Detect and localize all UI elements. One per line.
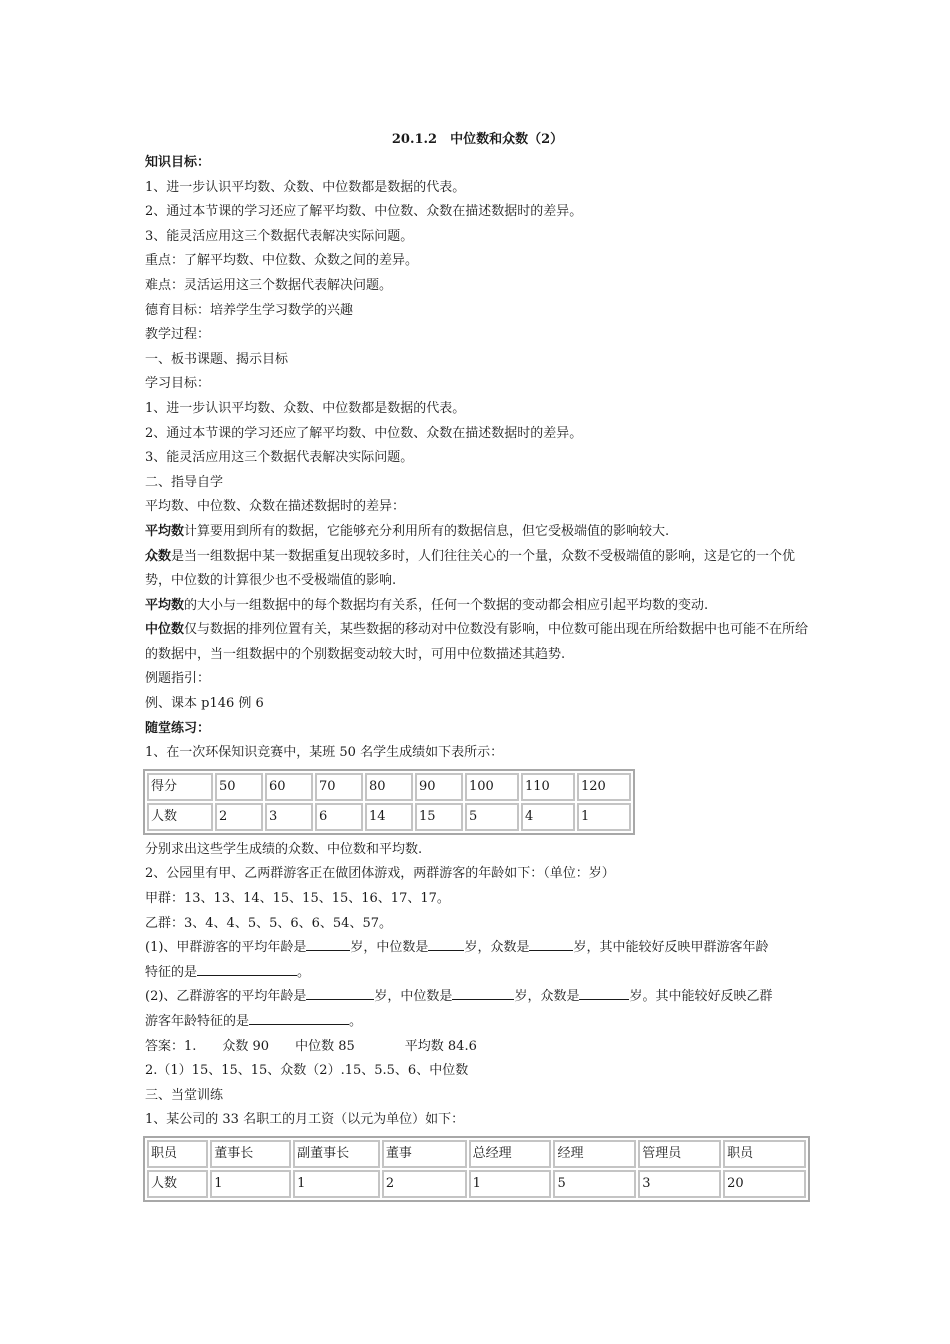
- answer-blank: [529, 936, 573, 951]
- answer-mode: 众数 90: [222, 1038, 270, 1054]
- q2-1-part: 特征的是: [145, 964, 198, 980]
- table-cell: 人数: [147, 803, 213, 831]
- q2-1-part: 岁，其中能较好反映甲群游客年龄: [573, 940, 769, 956]
- table-cell: 110: [521, 773, 575, 801]
- study-goal-2: 2、通过本节课的学习还应了解平均数、中位数、众数在描述数据时的差异。: [145, 425, 583, 441]
- table-cell: 3: [638, 1170, 721, 1198]
- answer-blank: [452, 985, 514, 1000]
- group-a-ages: 甲群：13、13、14、15、15、15、16、17、17。: [145, 891, 450, 907]
- q2-2-part: 游客年龄特征的是: [145, 1014, 250, 1029]
- table-row: [147, 803, 631, 831]
- table-cell: 副董事长: [293, 1140, 380, 1168]
- score-table: [143, 769, 635, 835]
- table-cell: 20: [723, 1170, 806, 1198]
- group-b-ages: 乙群：3、4、4、5、5、6、6、54、57。: [145, 915, 392, 931]
- q2-2-part: 岁。其中能较好反映乙群: [629, 989, 773, 1005]
- table-row: [147, 773, 631, 801]
- para-mean-2-text: 的大小与一组数据中的每个数据均有关系，任何一个数据的变动都会相应引起平均数的变动.: [184, 597, 709, 613]
- goal-3: 3、能灵活应用这三个数据代表解决实际问题。: [145, 228, 414, 244]
- answer-mean: 平均数 84.6: [404, 1038, 477, 1054]
- q2-2-part: 岁，中位数是: [374, 989, 453, 1005]
- table-cell: 4: [521, 803, 575, 831]
- para-mean: [145, 520, 810, 545]
- table-cell: 2: [215, 803, 263, 831]
- term-mean: 平均数: [145, 523, 185, 539]
- q2-2-part: 岁，众数是: [514, 989, 580, 1005]
- answer-blank: [197, 961, 297, 976]
- document-page: [145, 128, 810, 1205]
- table-cell: 职员: [723, 1140, 806, 1168]
- goal-2: 2、通过本节课的学习还应了解平均数、中位数、众数在描述数据时的差异。: [145, 204, 583, 220]
- table-row: [147, 1170, 806, 1198]
- para-median: [145, 618, 810, 667]
- table-cell: 3: [265, 803, 313, 831]
- example-ref: 例、课本 p146 例 6: [145, 696, 264, 712]
- q2-1-part: (1)、甲群游客的平均年龄是: [145, 940, 307, 956]
- diff-intro: 平均数、中位数、众数在描述数据时的差异：: [145, 499, 406, 515]
- answer-blank: [249, 1010, 349, 1025]
- table-cell: 90: [415, 773, 463, 801]
- term-median: 中位数: [145, 622, 185, 638]
- answer-median: 中位数 85: [295, 1038, 355, 1054]
- table-cell: 1: [210, 1170, 291, 1198]
- table-cell: 1: [293, 1170, 380, 1198]
- q2-2-part: (2)、乙群游客的平均年龄是: [145, 989, 307, 1005]
- table-cell: 职员: [147, 1140, 208, 1168]
- table-cell: 董事长: [210, 1140, 291, 1168]
- question-2-1: [145, 936, 810, 961]
- section-3-heading: 三、当堂训练: [145, 1087, 224, 1103]
- answer-blank: [579, 985, 629, 1000]
- salary-table: [143, 1136, 810, 1202]
- table-cell: 120: [577, 773, 631, 801]
- q2-1-part: 岁，众数是: [464, 940, 530, 956]
- answers-2: 2.（1）15、15、15、众数（2）.15、5.5、6、中位数: [145, 1063, 469, 1079]
- question-1-ask: 分别求出这些学生成绩的众数、中位数和平均数.: [145, 841, 423, 857]
- table-cell: 50: [215, 773, 263, 801]
- process-heading: 教学过程：: [145, 327, 211, 343]
- study-goal-1: 1、进一步认识平均数、众数、中位数都是数据的代表。: [145, 400, 466, 416]
- table-cell: 5: [553, 1170, 636, 1198]
- table-cell: 董事: [382, 1140, 467, 1168]
- para-mean-2: [145, 594, 810, 619]
- table-cell: 100: [465, 773, 519, 801]
- para-mode-text: 是当一组数据中某一数据重复出现较多时，人们往往关心的一个量，众数不受极端值的影响，这是它的一个优势，中位数的计算很少也不受极端值的影响.: [145, 548, 796, 589]
- table-cell: 得分: [147, 773, 213, 801]
- key-point: 重点：了解平均数、中位数、众数之间的差异。: [145, 253, 419, 269]
- table-cell: 管理员: [638, 1140, 721, 1168]
- answer-blank: [428, 936, 464, 951]
- page-title: 20.1.2 中位数和众数（2）: [391, 132, 564, 147]
- q2-1-part: 。: [297, 964, 311, 980]
- goal-1: 1、进一步认识平均数、众数、中位数都是数据的代表。: [145, 179, 466, 195]
- table-cell: 6: [315, 803, 363, 831]
- question-3: 1、某公司的 33 名职工的月工资（以元为单位）如下：: [145, 1112, 465, 1128]
- answers-1: [145, 1035, 810, 1060]
- para-mean-text: 计算要用到所有的数据，它能够充分利用所有的数据信息，但它受极端值的影响较大.: [184, 523, 670, 539]
- table-cell: 5: [465, 803, 519, 831]
- q2-2-part: 。: [349, 1014, 363, 1029]
- para-mode: [145, 545, 810, 594]
- table-cell: 14: [365, 803, 413, 831]
- answer-blank: [306, 985, 374, 1000]
- table-cell: 人数: [147, 1170, 208, 1198]
- table-cell: 15: [415, 803, 463, 831]
- answer-blank: [306, 936, 350, 951]
- question-2-2: [145, 985, 810, 1010]
- term-mode: 众数: [145, 548, 172, 564]
- table-cell: 1: [577, 803, 631, 831]
- table-cell: 60: [265, 773, 313, 801]
- table-row: [147, 1140, 806, 1168]
- table-cell: 80: [365, 773, 413, 801]
- question-2-2-cont: [145, 1010, 810, 1035]
- study-goal-3: 3、能灵活应用这三个数据代表解决实际问题。: [145, 450, 414, 466]
- table-cell: 经理: [553, 1140, 636, 1168]
- difficulty: 难点：灵活运用这三个数据代表解决问题。: [145, 277, 393, 293]
- section-1-heading: 一、板书课题、揭示目标: [145, 351, 289, 367]
- para-median-text: 仅与数据的排列位置有关，某些数据的移动对中位数没有影响，中位数可能出现在所给数据中也可能不在所给的数据中，当一组数据中的个别数据变动较大时，可用中位数描述其趋势.: [145, 622, 809, 662]
- study-goals-heading: 学习目标：: [145, 376, 211, 392]
- moral-goal: 德育目标：培养学生学习数学的兴趣: [145, 302, 354, 318]
- q2-1-part: 岁，中位数是: [350, 940, 429, 956]
- practice-heading: 随堂练习：: [145, 720, 211, 736]
- table-cell: 1: [469, 1170, 552, 1198]
- question-2: 2、公园里有甲、乙两群游客正在做团体游戏，两群游客的年龄如下：（单位：岁）: [145, 866, 615, 882]
- question-1: 1、在一次环保知识竞赛中，某班 50 名学生成绩如下表所示：: [145, 745, 504, 761]
- table-cell: 总经理: [469, 1140, 552, 1168]
- section-2-heading: 二、指导自学: [145, 474, 224, 490]
- table-cell: 70: [315, 773, 363, 801]
- question-2-1-cont: [145, 961, 810, 986]
- knowledge-goals-heading: 知识目标：: [145, 155, 211, 170]
- term-mean-2: 平均数: [145, 597, 185, 613]
- example-heading: 例题指引：: [145, 671, 211, 687]
- table-cell: 2: [382, 1170, 467, 1198]
- answer-label: 答案：1.: [145, 1038, 197, 1054]
